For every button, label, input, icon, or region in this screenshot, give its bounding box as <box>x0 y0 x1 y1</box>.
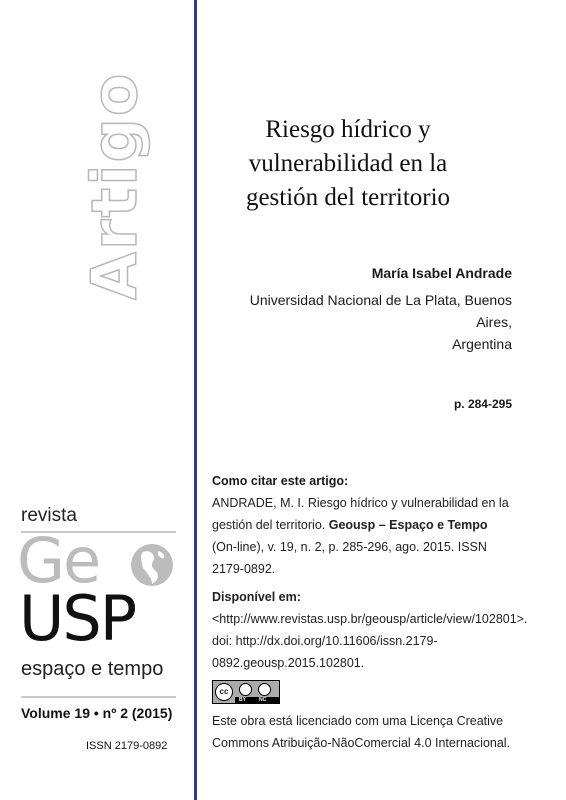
accent-divider-line <box>194 0 197 800</box>
citation-end: (On-line), v. 19, n. 2, p. 285-296, ago. 2015. ISSN 2179-0892. <box>212 540 487 576</box>
citation-start: ANDRADE, M. I. Riesgo hídrico y vulnerabilidad en la gestión del territorio. <box>212 496 509 532</box>
noncommercial-icon <box>258 683 271 696</box>
journal-subtitle: espaço e tempo <box>21 658 164 680</box>
author-name: María Isabel Andrade <box>371 265 512 281</box>
title-line: gestión del territorio <box>245 184 451 211</box>
title-line: vulnerabilidad en la <box>248 150 448 177</box>
license-text: Este obra está licenciado com uma Licença Creative Commons Atribuição-NãoComercial 4.0 Internacional. <box>212 714 511 750</box>
cc-license-badge[interactable] <box>212 680 280 704</box>
badge-by-label: BY <box>239 697 246 703</box>
availability-url[interactable]: <http://www.revistas.usp.br/geousp/article/view/102801>. doi: http://dx.doi.org/10.11606/issn.2179-0892.geousp.2015.102801. <box>212 612 528 670</box>
affiliation-line: Argentina <box>452 336 512 352</box>
article-title <box>220 113 476 215</box>
divider <box>21 696 176 698</box>
usp-logo-text: USP <box>19 582 136 655</box>
title-line: Riesgo hídrico y <box>265 116 431 143</box>
availability-label: Disponível em: <box>212 590 301 604</box>
section-label-artigo: Artigo <box>78 71 151 300</box>
author-affiliation <box>212 289 512 355</box>
citation-heading: Como citar este artigo: <box>212 474 349 488</box>
badge-nc-label: NC <box>259 697 267 703</box>
journal-name: Geousp – Espaço e Tempo <box>328 518 488 532</box>
revista-label: revista <box>21 505 77 526</box>
cc-icon: cc <box>215 683 233 701</box>
page-range: p. 284-295 <box>453 397 512 411</box>
globe-icon <box>130 543 174 587</box>
volume-info: Volume 19 • nº 2 (2015) <box>21 705 173 721</box>
journal-sidebar <box>0 0 194 800</box>
issn-label: ISSN 2179-0892 <box>86 740 168 752</box>
affiliation-line: Universidad Nacional de La Plata, Buenos Aires, <box>249 292 512 330</box>
geo-logo-text: Ge <box>17 524 100 597</box>
availability-text <box>212 586 528 674</box>
attribution-icon <box>239 683 252 696</box>
citation-text <box>212 492 516 580</box>
